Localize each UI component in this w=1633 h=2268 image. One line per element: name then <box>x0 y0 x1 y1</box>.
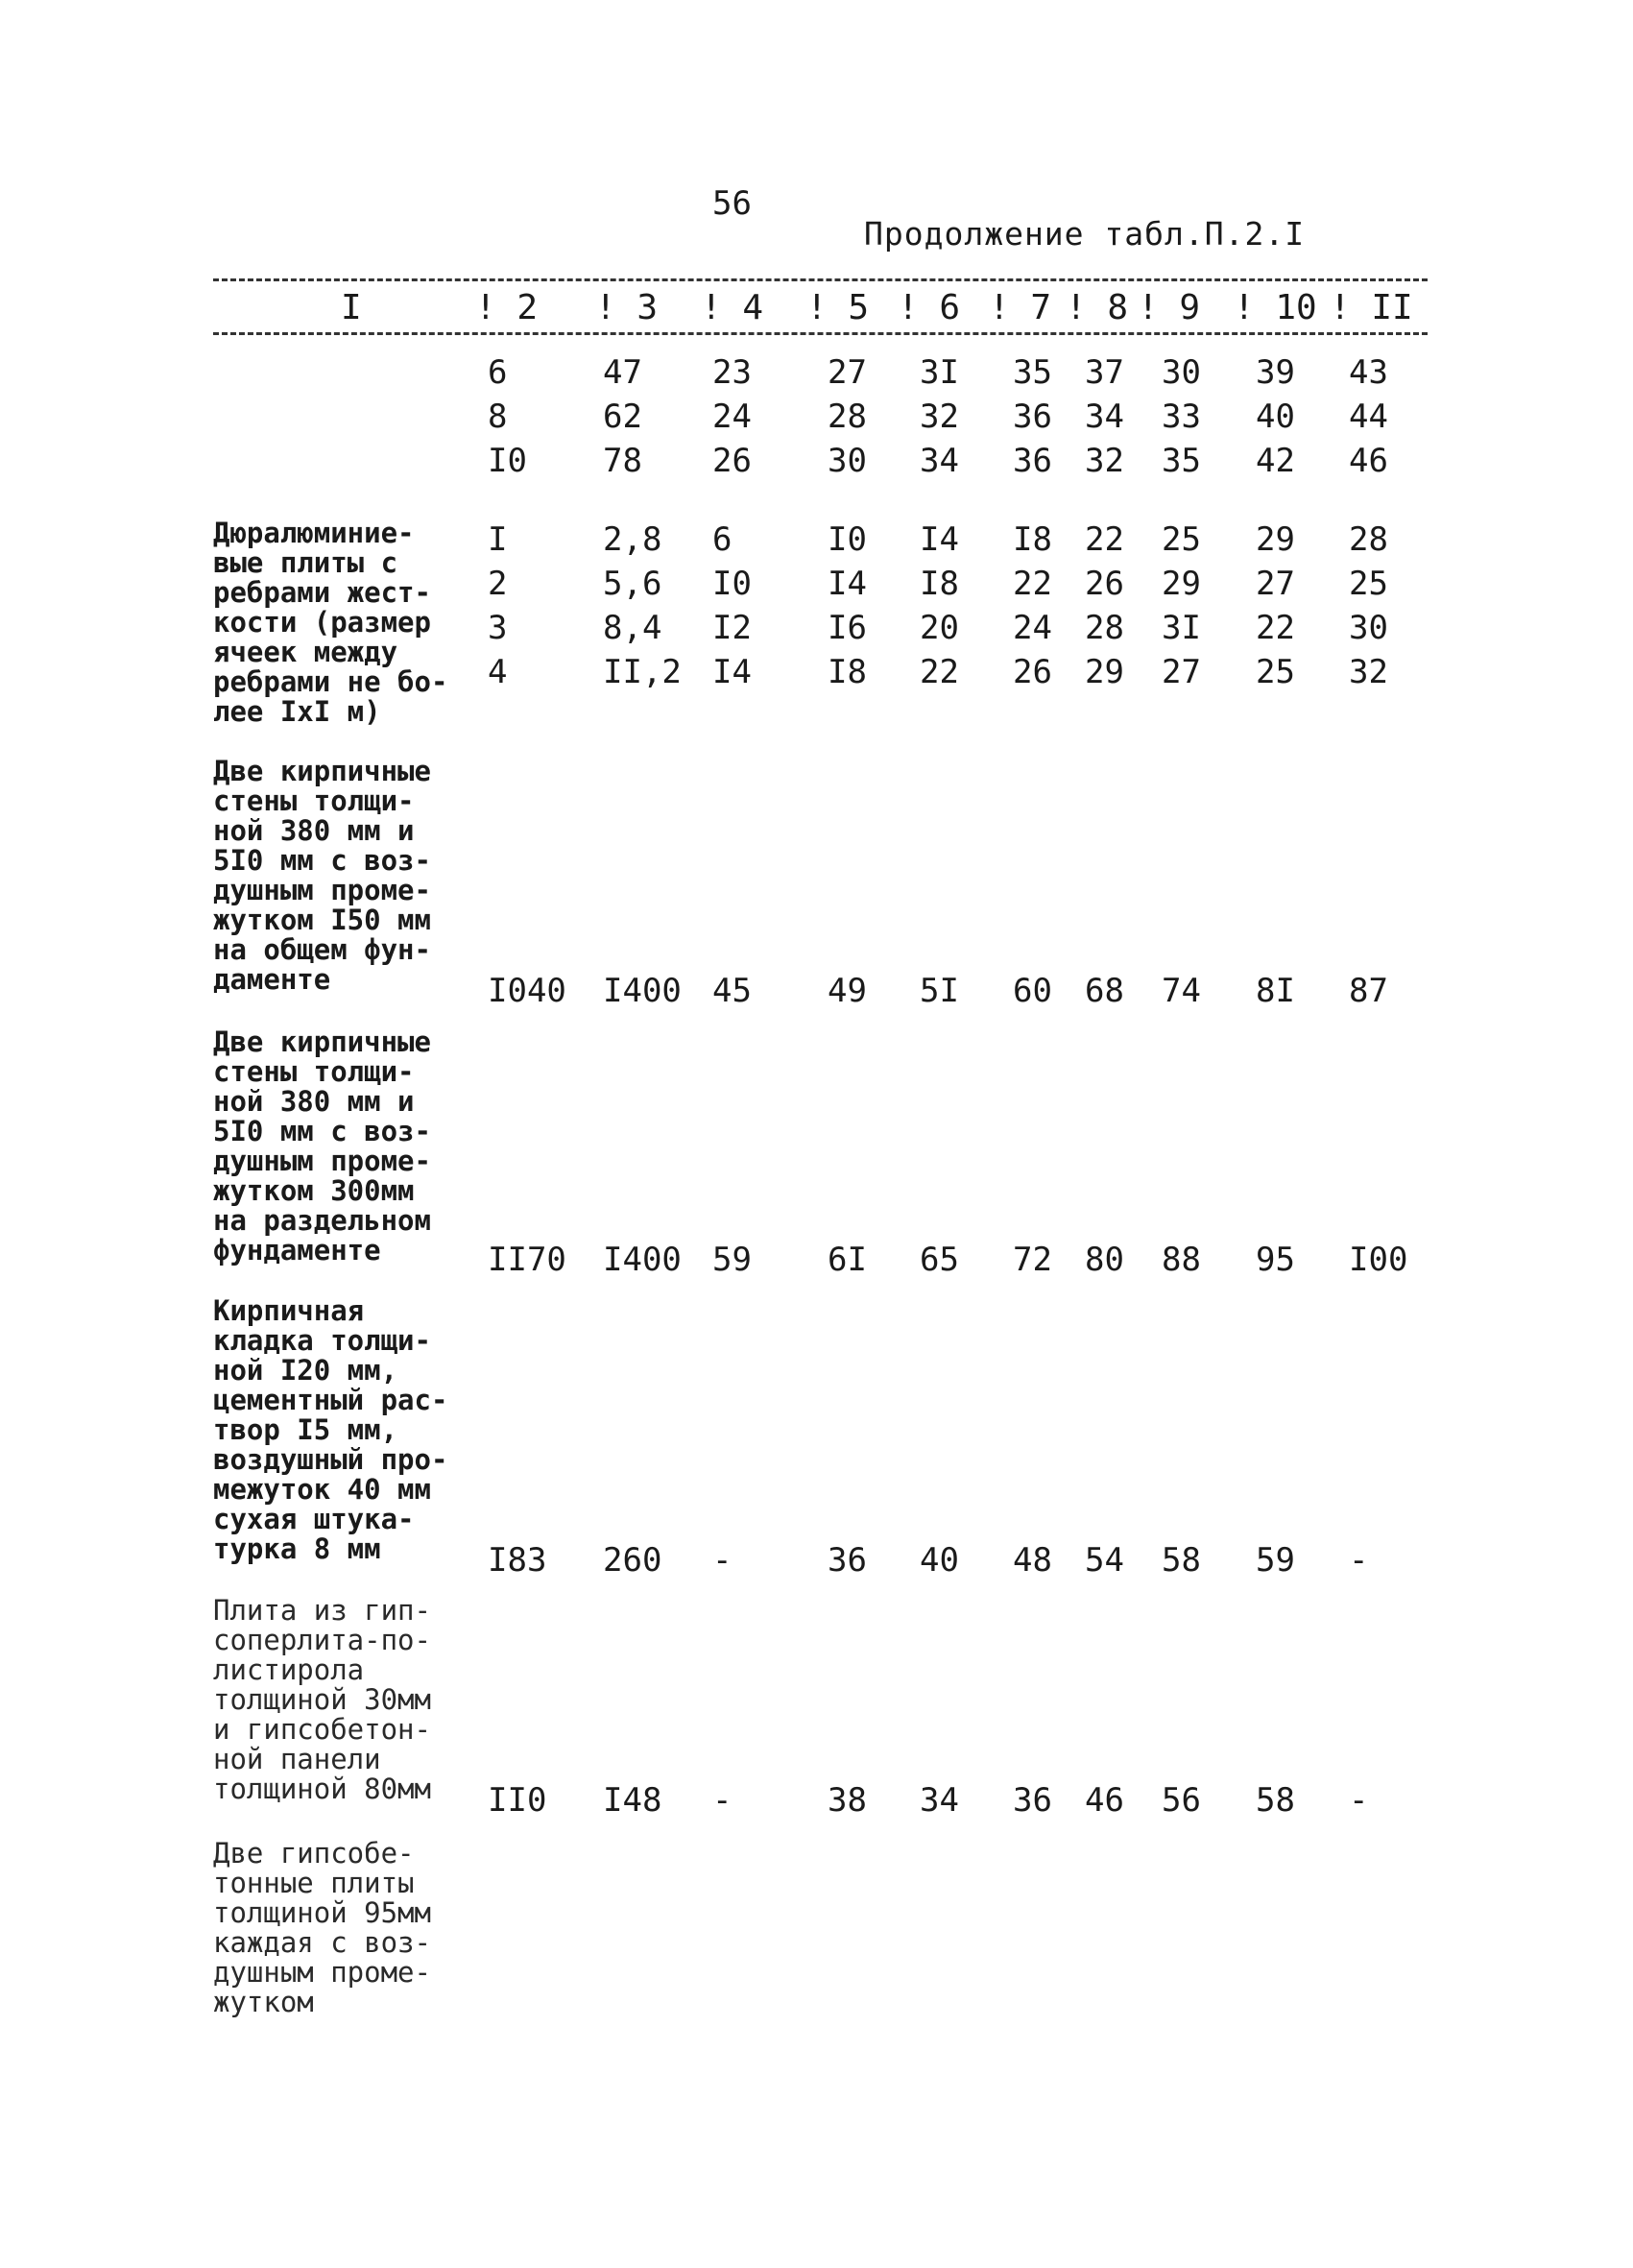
table-cell: 43 <box>1349 353 1388 392</box>
table-cell: I4 <box>920 520 959 559</box>
table-cell: 2,8 <box>603 520 662 559</box>
table-cell: 34 <box>1085 398 1124 436</box>
table-cell: 6I <box>828 1241 867 1279</box>
table-cell: I0 <box>828 520 867 559</box>
table-cell: 60 <box>1013 972 1052 1010</box>
table-cell: II0 <box>488 1781 547 1820</box>
table-cell: 36 <box>828 1541 867 1580</box>
table-cell: 22 <box>1085 520 1124 559</box>
row-description: Дюралюминие- вые плиты с ребрами жест- кости (размер ячеек между ребрами не бо- лее IxI м) <box>213 517 448 728</box>
table-cell: 59 <box>1256 1541 1295 1580</box>
table-cell: 28 <box>1085 609 1124 647</box>
table-cell: 30 <box>1162 353 1201 392</box>
table-cell: I4 <box>712 653 752 691</box>
table-cell: 46 <box>1085 1781 1124 1820</box>
table-cell: 34 <box>920 442 959 480</box>
table-cell: 5,6 <box>603 565 662 603</box>
table-cell: 87 <box>1349 972 1388 1010</box>
table-cell: I8 <box>828 653 867 691</box>
table-cell: 59 <box>712 1241 752 1279</box>
table-cell: 26 <box>1085 565 1124 603</box>
table-cell: 26 <box>712 442 752 480</box>
table-cell: 62 <box>603 398 642 436</box>
header-cell-4: ! 4 <box>701 288 764 327</box>
header-cell-9: ! 9 <box>1138 288 1201 327</box>
table-cell: 28 <box>1349 520 1388 559</box>
table-cell: - <box>1349 1781 1369 1820</box>
table-cell: 45 <box>712 972 752 1010</box>
table-cell: I6 <box>828 609 867 647</box>
table-cell: I48 <box>603 1781 662 1820</box>
table-cell: I040 <box>488 972 566 1010</box>
row-description: Две гипсобе- тонные плиты толщиной 95мм каждая с воз- душным проме- жутком <box>213 1837 431 2018</box>
table-cell: 36 <box>1013 1781 1052 1820</box>
table-cell: 2 <box>488 565 508 603</box>
table-cell: 6 <box>488 353 508 392</box>
table-cell: 35 <box>1162 442 1201 480</box>
table-cell: 49 <box>828 972 867 1010</box>
table-cell: 56 <box>1162 1781 1201 1820</box>
row-description: Плита из гип- соперлита-по- листирола толщиной 30мм и гипсобетон- ной панели толщиной 80мм <box>213 1594 431 1805</box>
table-cell: 88 <box>1162 1241 1201 1279</box>
header-cell-10: ! 10 <box>1234 288 1317 327</box>
table-cell: 22 <box>1013 565 1052 603</box>
table-cell: 32 <box>1349 653 1388 691</box>
table-cell: 260 <box>603 1541 662 1580</box>
table-cell: II,2 <box>603 653 682 691</box>
table-cell: - <box>712 1781 732 1820</box>
table-cell: 29 <box>1085 653 1124 691</box>
table-cell: - <box>712 1541 732 1580</box>
table-cell: 30 <box>1349 609 1388 647</box>
table-cell: 95 <box>1256 1241 1295 1279</box>
row-description: Две кирпичные стены толщи- ной 380 мм и 5I0 мм с воз- душным проме- жутком 300мм на раздельном фундаменте <box>213 1025 431 1267</box>
table-cell: I83 <box>488 1541 547 1580</box>
table-cell: 65 <box>920 1241 959 1279</box>
table-cell: I <box>488 520 508 559</box>
table-cell: 8,4 <box>603 609 662 647</box>
table-cell: 20 <box>920 609 959 647</box>
header-rule-top <box>213 278 1428 281</box>
header-cell-3: ! 3 <box>595 288 659 327</box>
table-cell: 29 <box>1256 520 1295 559</box>
table-cell: 25 <box>1349 565 1388 603</box>
header-cell-8: ! 8 <box>1066 288 1129 327</box>
table-cell: 32 <box>1085 442 1124 480</box>
table-cell: 3I <box>1162 609 1201 647</box>
header-cell-1: I <box>341 288 362 327</box>
table-cell: I4 <box>828 565 867 603</box>
table-cell: II70 <box>488 1241 566 1279</box>
page-number: 56 <box>712 184 752 223</box>
table-cell: 46 <box>1349 442 1388 480</box>
table-cell: 80 <box>1085 1241 1124 1279</box>
table-cell: 27 <box>1256 565 1295 603</box>
row-description: Кирпичная кладка толщи- ной I20 мм, цементный рас- твор I5 мм, воздушный про- межуток 40 мм сухая штука- турка 8 мм <box>213 1294 448 1565</box>
table-cell: 8 <box>488 398 508 436</box>
table-cell: 54 <box>1085 1541 1124 1580</box>
table-cell: 34 <box>920 1781 959 1820</box>
table-cell: 22 <box>1256 609 1295 647</box>
table-cell: 74 <box>1162 972 1201 1010</box>
table-cell: 8I <box>1256 972 1295 1010</box>
table-cell: 33 <box>1162 398 1201 436</box>
table-cell: 37 <box>1085 353 1124 392</box>
table-cell: 28 <box>828 398 867 436</box>
table-cell: - <box>1349 1541 1369 1580</box>
table-cell: 29 <box>1162 565 1201 603</box>
table-cell: 35 <box>1013 353 1052 392</box>
table-cell: 47 <box>603 353 642 392</box>
table-cell: I8 <box>920 565 959 603</box>
continuation-title: Продолжение табл.П.2.I <box>864 215 1306 253</box>
table-cell: 22 <box>920 653 959 691</box>
table-cell: 36 <box>1013 398 1052 436</box>
table-cell: 58 <box>1256 1781 1295 1820</box>
table-cell: 68 <box>1085 972 1124 1010</box>
table-cell: 23 <box>712 353 752 392</box>
header-cell-7: ! 7 <box>989 288 1052 327</box>
table-cell: 40 <box>1256 398 1295 436</box>
table-cell: 72 <box>1013 1241 1052 1279</box>
table-cell: 27 <box>1162 653 1201 691</box>
table-cell: 25 <box>1256 653 1295 691</box>
table-cell: 30 <box>828 442 867 480</box>
table-cell: 27 <box>828 353 867 392</box>
table-cell: I8 <box>1013 520 1052 559</box>
header-rule-bottom <box>213 332 1428 335</box>
table-cell: 26 <box>1013 653 1052 691</box>
header-cell-11: ! II <box>1330 288 1413 327</box>
table-cell: 25 <box>1162 520 1201 559</box>
table-cell: 38 <box>828 1781 867 1820</box>
table-cell: 24 <box>712 398 752 436</box>
table-cell: 5I <box>920 972 959 1010</box>
table-cell: 78 <box>603 442 642 480</box>
table-cell: I2 <box>712 609 752 647</box>
table-cell: 42 <box>1256 442 1295 480</box>
table-cell: 6 <box>712 520 732 559</box>
table-cell: 48 <box>1013 1541 1052 1580</box>
table-cell: 32 <box>920 398 959 436</box>
table-cell: I0 <box>488 442 527 480</box>
table-cell: 39 <box>1256 353 1295 392</box>
table-cell: 58 <box>1162 1541 1201 1580</box>
table-cell: 4 <box>488 653 508 691</box>
table-cell: I400 <box>603 972 682 1010</box>
table-cell: I00 <box>1349 1241 1408 1279</box>
table-cell: 3I <box>920 353 959 392</box>
header-cell-2: ! 2 <box>475 288 539 327</box>
table-cell: 44 <box>1349 398 1388 436</box>
header-cell-5: ! 5 <box>806 288 870 327</box>
row-description: Две кирпичные стены толщи- ной 380 мм и 5I0 мм с воз- душным проме- жутком I50 мм на общем фун- даменте <box>213 755 431 996</box>
table-cell: I400 <box>603 1241 682 1279</box>
table-cell: 40 <box>920 1541 959 1580</box>
table-cell: I0 <box>712 565 752 603</box>
table-cell: 3 <box>488 609 508 647</box>
table-cell: 24 <box>1013 609 1052 647</box>
table-cell: 36 <box>1013 442 1052 480</box>
header-cell-6: ! 6 <box>898 288 961 327</box>
